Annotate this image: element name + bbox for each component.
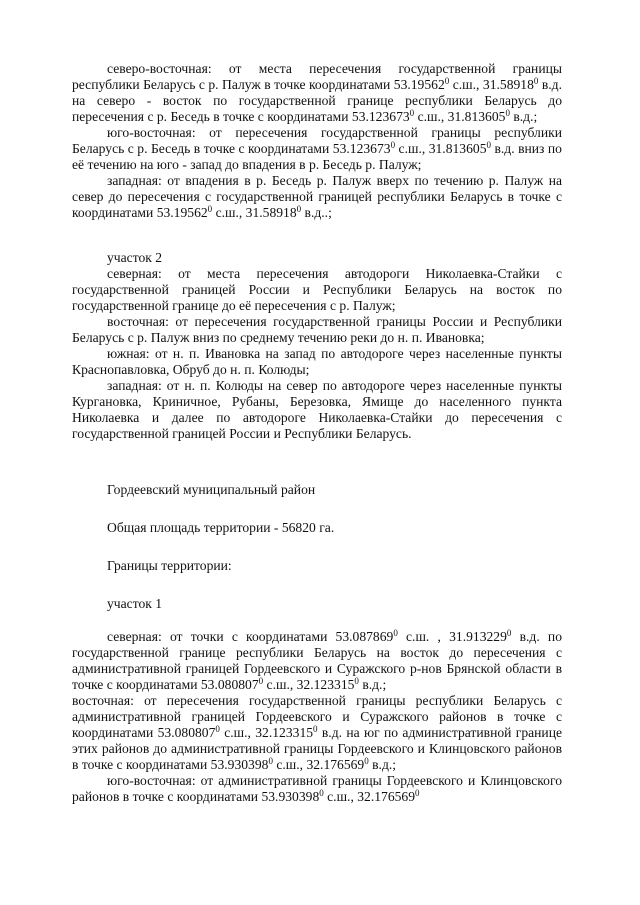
district-plot-heading: участок 1 — [107, 596, 163, 611]
document-body — [72, 61, 562, 805]
area2-south-boundary: южная: от н. п. Ивановка на запад по автодороге через населенные пункты Краснопавловка, Обруб до н. п. Колюды; — [72, 346, 562, 377]
area1-southeast-boundary: юго-восточная: от пересечения государственной границы республики Беларусь с р. Беседь в точке с координатами 53.123673$^0$ с.ш., 31.813605$^0$ в.д. вниз по её течению на юго - запад до впадения в р. Беседь р. Палуж; — [72, 125, 562, 172]
spacer — [72, 442, 562, 482]
spacer — [72, 574, 562, 596]
area2-north-boundary: северная: от места пересечения автодороги Николаевка-Стайки с государственной границей России и Республики Беларусь на восток по государственной границе до её пересечения с р. Палуж; — [72, 266, 562, 313]
area1-west-boundary: западная: от впадения в р. Беседь р. Палуж вверх по течению р. Палуж на север до пересечения с государственной границей республики Беларусь в точке с координатами 53.19562$^0$ с.ш., 31.58918$^0$ в.д..; — [72, 173, 562, 220]
area2-west-boundary: западная: от н. п. Колюды на север по автодороге через населенные пункты Кургановка, Криничное, Рубаны, Березовка, Ямище до населенного пункта Николаевка и далее по автодороге Николаевка-Стайки до пересечения с государственной границей России и Республики Беларусь. — [72, 378, 562, 441]
district-name: Гордеевский муниципальный район — [107, 482, 316, 497]
district-total-area: Общая площадь территории - 56820 га. — [107, 520, 335, 535]
district-east-boundary: восточная: от пересечения государственной границы республики Беларусь с административной границей Гордеевского и Суражского районов в точке с координатами 53.080807$^0$ с.ш., 32.123315$^0$ в.д. на юг по административной границе этих районов до административной границы Гордеевского и Клинцовского районов в точке с координатами 53.930398$^0$ с.ш., 32.176569$^0$ в.д.; — [72, 693, 563, 772]
district-north-boundary: северная: от точки с координатами 53.087869$^0$ с.ш. , 31.913229$^0$ в.д. по государственной границе республики Беларусь на восток до пересечения с административной границей Гордеевского и Суражского р-нов Брянской области в точке с координатами 53.080807$^0$ с.ш., 32.123315$^0$ в.д.; — [72, 628, 562, 692]
spacer — [72, 498, 562, 520]
area2-east-boundary: восточная: от пересечения государственной границы России и Республики Беларусь с р. Палуж вниз по среднему течению реки до н. п. Ивановка; — [72, 314, 562, 345]
area1-northeast-boundary: северо-восточная: от места пересечения государственной границы республики Беларусь с р. Палуж в точке координатами 53.19562$^0$ с.ш., 31.58918$^0$ в.д. на северо - восток по государственной границе республики Беларусь до пересечения с р. Беседь в точке с координатами 53.123673$^0$ с.ш., 31.813605$^0$ в.д.; — [72, 61, 562, 124]
spacer — [72, 536, 562, 558]
district-southeast-boundary: юго-восточная: от административной границы Гордеевского и Клинцовского районов в точке с координатами 53.930398$^0$ с.ш., 32.176569$^0$ — [72, 773, 562, 804]
area2-heading: участок 2 — [107, 250, 163, 265]
district-boundaries-heading: Границы территории: — [107, 558, 232, 573]
spacer — [72, 221, 562, 250]
spacer — [72, 612, 562, 629]
